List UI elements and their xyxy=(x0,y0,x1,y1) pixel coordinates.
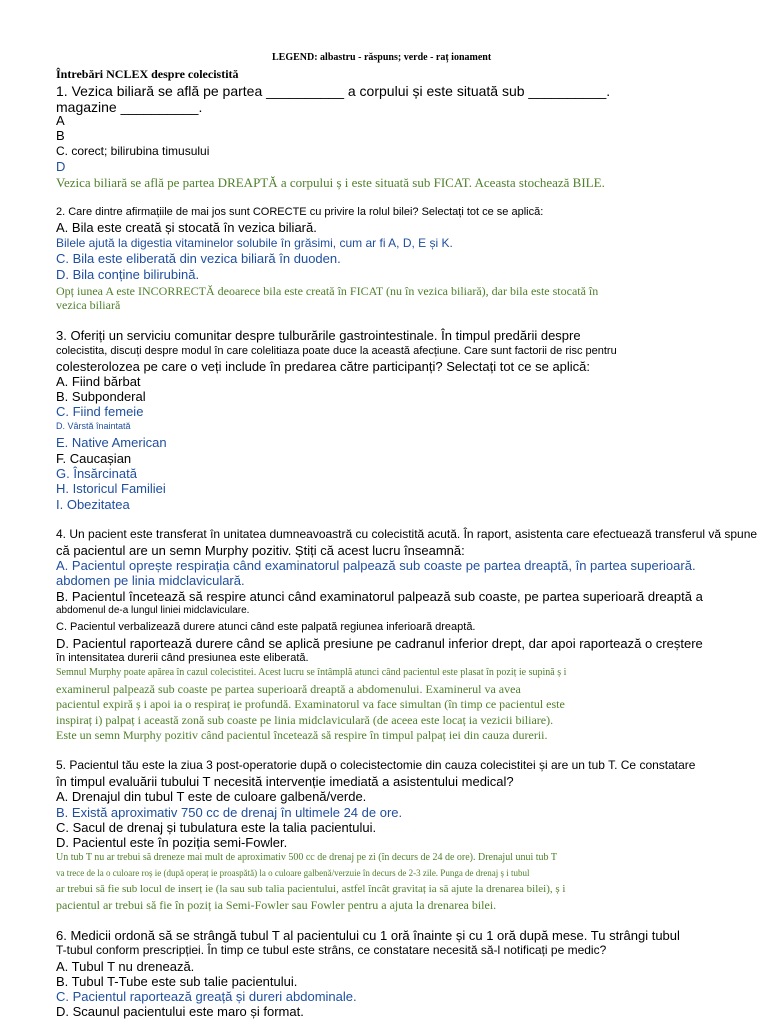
question-1-option: A xyxy=(56,113,65,128)
question-3-option: B. Subponderal xyxy=(56,389,146,404)
question-1-stem: 1. Vezica biliară se află pe partea __________ a corpului și este situată sub __________. xyxy=(56,83,611,99)
question-5-option: A. Drenajul din tubul T este de culoare galbenă/verde. xyxy=(56,789,367,804)
question-4-option: B. Pacientul încetează să respire atunci când examinatorul palpează sub coaste, pe partea superioară dreaptă a xyxy=(56,589,703,604)
question-5-stem: 5. Pacientul tău este la ziua 3 post-operatorie după o colecistectomie din cauza colecistitei și are un tub T. Ce constatare xyxy=(56,758,696,772)
question-3-answer: I. Obezitatea xyxy=(56,497,130,512)
question-6-option: D. Scaunul pacientului este maro și format. xyxy=(56,1004,304,1019)
question-5-rationale: pacientul ar trebui să fie în poziț ia Semi-Fowler sau Fowler pentru a ajuta la drenarea bilei. xyxy=(56,898,497,912)
question-2-answer: Bilele ajută la digestia vitaminelor solubile în grăsimi, cum ar fi A, D, E și K. xyxy=(56,236,453,250)
question-3-answer: G. Însărcinată xyxy=(56,466,137,481)
question-1-option: B xyxy=(56,128,65,143)
question-5-option: D. Pacientul este în poziția semi-Fowler. xyxy=(56,835,288,850)
question-5-rationale: Un tub T nu ar trebui să dreneze mai mult de aproximativ 500 cc de drenaj pe zi (în decurs de 24 de ore). Drenajul unui tub T xyxy=(56,852,557,863)
question-2-option: A. Bila este creată și stocată în vezica biliară. xyxy=(56,220,317,235)
question-4-rationale: examinerul palpează sub coaste pe partea superioară dreaptă a abdomenului. Examinerul va avea xyxy=(56,682,521,696)
question-2-stem: 2. Care dintre afirmațiile de mai jos sunt CORECTE cu privire la rolul bilei? Selectați tot ce se aplică: xyxy=(56,206,544,218)
question-4-option: D. Pacientul raportează durere când se aplică presiune pe cadranul inferior drept, dar apoi raportează o creștere xyxy=(56,636,703,651)
question-4-rationale: Este un semn Murphy pozitiv când pacientul încetează să respire în timpul palpaț iei din cauza durerii. xyxy=(56,728,548,742)
question-4-rationale: pacientul expiră ș i apoi ia o respiraț ie profundă. Examinatorul va face simultan (în timp ce pacientul este xyxy=(56,697,565,711)
question-2-rationale: vezica biliară xyxy=(56,298,121,312)
question-3-stem: 3. Oferiți un serviciu comunitar despre tulburările gastrointestinale. În timpul predării despre xyxy=(56,328,581,343)
question-4-option: C. Pacientul verbalizează durere atunci când este palpată regiunea inferioară dreaptă. xyxy=(56,621,476,633)
question-2-answer: C. Bila este eliberată din vezica biliară în duoden. xyxy=(56,251,341,266)
question-5-rationale: ar trebui să fie sub locul de inserț ie (la sau sub talia pacientului, astfel încât gravitaț ia să ajute la drenarea bilei), ș i xyxy=(56,883,566,895)
question-6-stem: T-tubul conform prescripției. În timp ce tubul este strâns, ce constatare necesită să-l notificați pe medic? xyxy=(56,943,607,957)
question-1-option: C. corect; bilirubina timusului xyxy=(56,144,210,158)
question-4-stem: 4. Un pacient este transferat în unitatea dumneavoastră cu colecistită acută. În raport, asistenta care efectuează transferul vă spune xyxy=(56,527,758,541)
question-6-option: A. Tubul T nu drenează. xyxy=(56,959,195,974)
question-5-stem: în timpul evaluării tubului T necesită intervenție imediată a asistentului medical? xyxy=(56,774,514,789)
question-1-answer: D xyxy=(56,159,66,174)
question-3-stem: colesterolozea pe care o veți include în predarea către participanți? Selectați tot ce se aplică: xyxy=(56,359,591,374)
question-6-stem: 6. Medicii ordonă să se strângă tubul T al pacientului cu 1 oră înainte și cu 1 oră după mese. Tu strângi tubul xyxy=(56,928,680,943)
question-3-option: F. Caucașian xyxy=(56,451,132,466)
question-3-answer: H. Istoricul Familiei xyxy=(56,481,166,496)
legend: LEGEND: albastru - răspuns; verde - raț ionament xyxy=(272,52,492,63)
question-3-answer: C. Fiind femeie xyxy=(56,404,144,419)
question-3-answer: D. Vârstă înaintată xyxy=(56,421,131,431)
question-6-answer: C. Pacientul raportează greață și dureri abdominale. xyxy=(56,989,357,1004)
question-5-option: C. Sacul de drenaj și tubulatura este la talia pacientului. xyxy=(56,820,377,835)
question-5-answer: B. Există aproximativ 750 cc de drenaj în ultimele 24 de ore. xyxy=(56,805,403,820)
question-4-rationale: Semnul Murphy poate apărea în cazul colecistitei. Acest lucru se întâmplă atunci când pacientul este plasat în poziț ie supină ș i xyxy=(56,667,567,678)
document-title: Întrebări NCLEX despre colecistită xyxy=(56,67,239,81)
question-3-stem: colecistita, discuți despre modul în care colelitiaza poate duce la această afecțiune. Care sunt factorii de risc pentru xyxy=(56,345,617,357)
question-4-rationale: inspiraț i) palpaț i această zonă sub coaste pe linia midclaviculară (de aceea este locaț ia vezicii biliare). xyxy=(56,713,554,727)
question-4-stem: că pacientul are un semn Murphy pozitiv. Știți că acest lucru înseamnă: xyxy=(56,543,465,558)
question-5-rationale: va trece de la o culoare roș ie (după operaț ie proaspătă) la o culoare galbenă/verzuie în decurs de 2-3 zile. Punga de drenaj ș i tubul xyxy=(56,868,530,878)
question-3-option: A. Fiind bărbat xyxy=(56,374,141,389)
question-4-answer: A. Pacientul oprește respirația când examinatorul palpează sub coaste pe partea dreaptă, în partea superioară. xyxy=(56,558,696,573)
question-2-rationale: Opț iunea A este INCORRECTĂ deoarece bila este creată în FICAT (nu în vezica biliară), dar bila este stocată în xyxy=(56,284,599,298)
question-4-option: în intensitatea durerii când presiunea este eliberată. xyxy=(56,652,309,664)
question-6-option: B. Tubul T-Tube este sub talie pacientului. xyxy=(56,974,298,989)
question-3-answer: E. Native American xyxy=(56,435,167,450)
question-1-stem: magazine __________. xyxy=(56,99,203,115)
question-4-option: abdomenul de-a lungul liniei midclaviculare. xyxy=(56,605,250,616)
question-4-answer: abdomen pe linia midclaviculară. xyxy=(56,573,245,588)
question-1-rationale: Vezica biliară se află pe partea DREAPTĂ a corpului ș i este situată sub FICAT. Aceasta stochează BILE. xyxy=(56,175,605,190)
question-2-answer: D. Bila conține bilirubină. xyxy=(56,267,200,282)
